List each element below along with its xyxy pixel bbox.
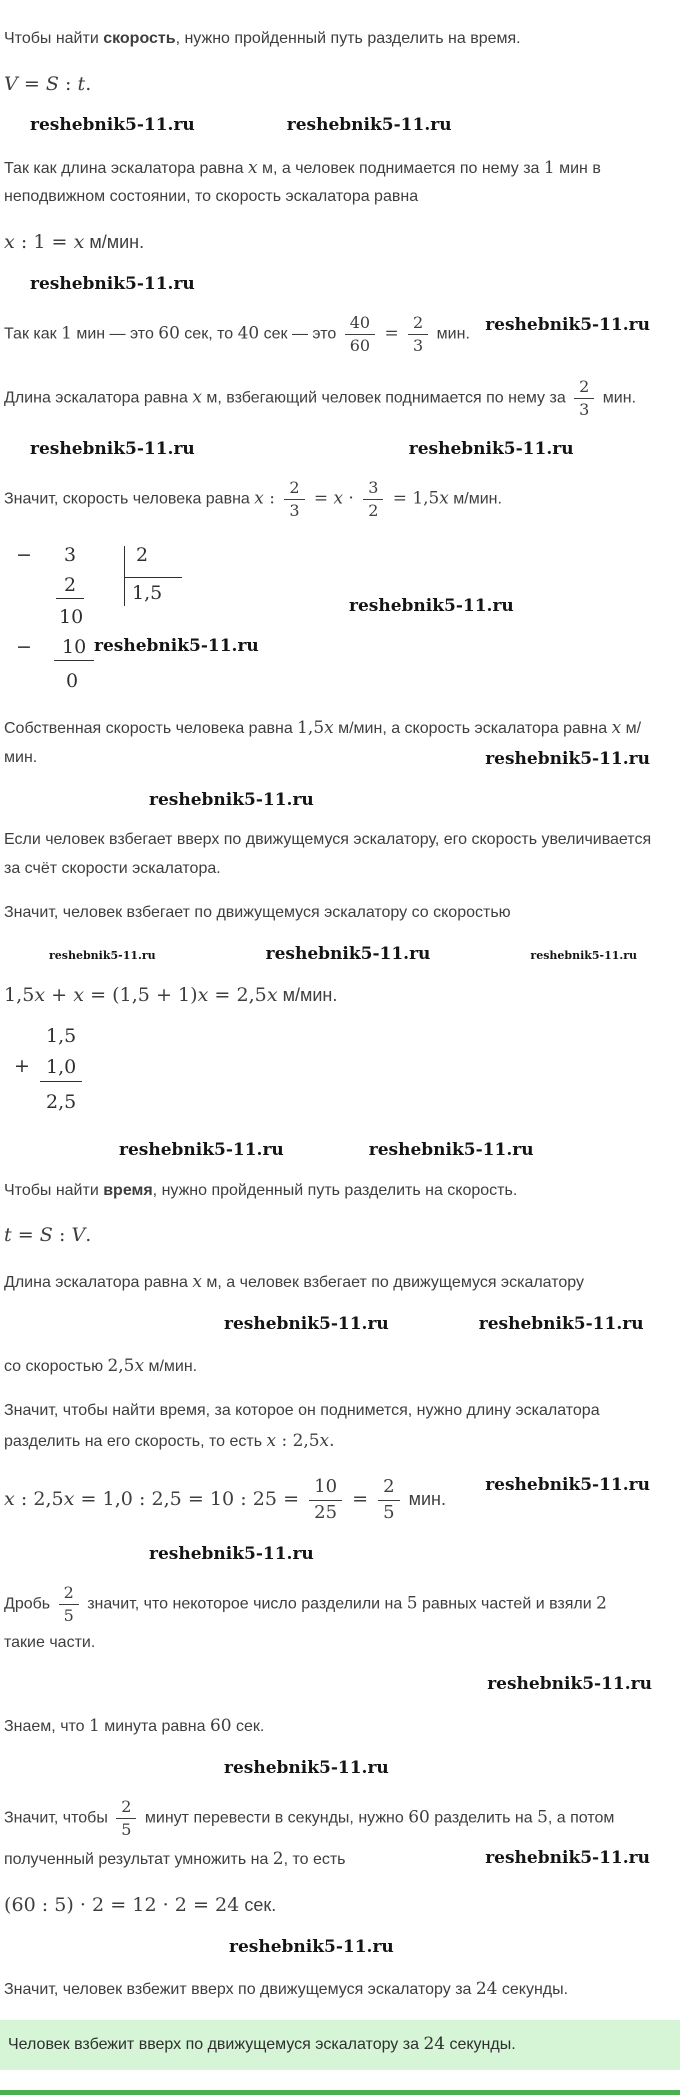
math-run: = (1,5 + 1): [84, 983, 198, 1006]
text-run: , то есть: [283, 1851, 346, 1869]
math-variable: x: [34, 983, 46, 1006]
watermark: reshebnik5-11.ru: [49, 948, 156, 962]
text-run: равных частей и взяли: [417, 1596, 597, 1614]
watermark: reshebnik5-11.ru: [94, 635, 259, 656]
paragraph-length-line-2: [4, 1350, 652, 1382]
math-variable: x: [611, 716, 622, 737]
math-run: 5: [406, 1593, 418, 1614]
text-run: секунды.: [497, 1980, 569, 1998]
text-run: м/мин.: [144, 1357, 198, 1375]
math-variable: x: [134, 1354, 145, 1375]
watermark: reshebnik5-11.ru: [349, 595, 514, 616]
math-run: 24: [423, 2033, 445, 2054]
math-run: +: [45, 983, 74, 1006]
long-division-3-by-2: [4, 542, 652, 694]
bottom-green-strip: [0, 2090, 680, 2095]
watermark: reshebnik5-11.ru: [368, 1140, 534, 1161]
text-run: м/мин.: [277, 984, 338, 1005]
paragraph-minutes-fraction: [4, 310, 652, 359]
math-run: : 2,5: [276, 1430, 320, 1451]
text-run: Длина эскалатора равна: [4, 1273, 193, 1291]
watermark: reshebnik5-11.ru: [229, 1936, 394, 1957]
watermark-row: [4, 1673, 652, 1695]
watermark: reshebnik5-11.ru: [224, 1313, 389, 1334]
carry-down: 10: [59, 605, 84, 628]
math-run: :: [52, 1224, 72, 1247]
text-run: мин в неподвижном состоянии, то скорость эскалатора равна: [4, 159, 601, 206]
division-horizontal-line: [124, 577, 182, 578]
math-run: =: [17, 72, 46, 95]
math-run: .: [85, 72, 92, 95]
watermark: reshebnik5-11.ru: [265, 943, 431, 964]
watermark-row: [4, 114, 652, 136]
watermark: reshebnik5-11.ru: [149, 790, 314, 811]
fraction: [59, 1582, 79, 1627]
watermark: reshebnik5-11.ru: [30, 273, 195, 294]
addend-2: 1,0: [40, 1056, 82, 1082]
paragraph-speed-increase: [4, 826, 652, 884]
fraction: [284, 477, 304, 522]
math-variable: x: [192, 1270, 202, 1291]
math-variable: x: [73, 231, 85, 254]
text-run: секунды.: [445, 2036, 516, 2054]
math-variable: x: [63, 1488, 75, 1510]
fraction-denominator: 3: [284, 499, 304, 522]
text-run: Чтобы найти: [4, 30, 104, 47]
bold-text-run: скорость: [103, 30, 176, 47]
math-run: 1: [61, 322, 72, 343]
paragraph-minute-seconds: [4, 1710, 652, 1742]
paragraph-man-speed: [4, 475, 652, 524]
paragraph-length-line-1: [4, 1266, 652, 1298]
math-run: =: [308, 487, 334, 508]
math-variable: x: [254, 487, 264, 508]
watermark: reshebnik5-11.ru: [408, 438, 574, 459]
fraction: [363, 477, 383, 522]
subtrahend-1: 2: [56, 574, 84, 599]
paragraph-moving-escalator-speed: [4, 899, 652, 928]
paragraph-own-speed: [4, 712, 652, 774]
plus-sign: +: [14, 1055, 30, 1078]
text-run: м, взбегающий человек поднимается по нему за: [201, 389, 571, 407]
text-run: со скоростью: [4, 1357, 108, 1375]
text-run: сек.: [239, 1894, 277, 1915]
watermark-row: [4, 438, 652, 460]
text-run: мин — это: [71, 325, 159, 343]
math-run: 40: [237, 322, 260, 343]
text-run: м/мин, а скорость эскалатора равна: [333, 719, 612, 737]
paragraph-find-time: [4, 1397, 652, 1458]
division-vertical-bar: [124, 546, 125, 606]
math-variable: x: [324, 716, 334, 737]
fraction-denominator: 60: [345, 334, 375, 357]
math-variable: S: [45, 72, 59, 95]
text-run: сек — это: [259, 325, 341, 343]
text-run: Так как длина эскалатора равна: [4, 159, 248, 177]
fraction: [309, 1475, 342, 1525]
paragraph-speed-rule: [4, 25, 652, 54]
text-run: Длина эскалатора равна: [4, 389, 193, 407]
text-run: м/мин.: [4, 719, 642, 766]
math-run: 60: [209, 1715, 232, 1736]
quotient: 1,5: [132, 581, 163, 604]
math-run: 2: [596, 1593, 607, 1614]
math-variable: x: [319, 1430, 330, 1451]
text-run: м, а человек взбегает по движущемуся эскалатору: [201, 1273, 584, 1291]
fraction: [345, 312, 375, 357]
text-run: разделить на: [429, 1809, 538, 1827]
text-run: м/мин.: [448, 490, 502, 508]
math-run: 2,5: [107, 1354, 135, 1375]
text-run: Если человек взбегает вверх по движущемуся эскалатору, его скорость увеличивается за счёт скорости эскалатора.: [4, 831, 652, 878]
math-run: 1: [543, 156, 555, 177]
text-run: , а потом полученный результат умножить на: [4, 1809, 615, 1869]
math-variable: V: [4, 72, 18, 95]
math-run: : 2,5: [14, 1488, 64, 1510]
math-variable: x: [266, 1430, 277, 1451]
watermark: reshebnik5-11.ru: [485, 1475, 650, 1496]
fraction: [378, 1475, 399, 1525]
formula-escalator-speed: [4, 228, 652, 257]
text-run: минут перевести в секунды, нужно: [140, 1809, 409, 1827]
text-run: Значит, чтобы: [4, 1809, 113, 1827]
text-run: Так как: [4, 325, 62, 343]
minus-sign: −: [16, 543, 32, 566]
math-run: 5: [537, 1806, 548, 1827]
watermark: reshebnik5-11.ru: [149, 1544, 314, 1565]
bold-text-run: время: [103, 1181, 153, 1199]
text-run: мин.: [432, 325, 470, 343]
fraction-numerator: 40: [349, 312, 371, 332]
formula-seconds-calc: [4, 1891, 652, 1920]
math-run: 1,5: [4, 983, 35, 1006]
text-run: минута равна: [99, 1718, 210, 1736]
math-run: 1: [89, 1715, 100, 1736]
watermark: reshebnik5-11.ru: [30, 115, 195, 136]
math-run: :: [263, 487, 281, 508]
fraction-denominator: 25: [309, 1500, 342, 1526]
watermark: reshebnik5-11.ru: [30, 438, 195, 459]
text-run: Значит, чтобы найти время, за которое он поднимется, нужно длину эскалатора разделить на его скорость, то есть: [4, 1401, 600, 1451]
fraction-denominator: 3: [574, 398, 594, 421]
watermark-row: [4, 1757, 652, 1779]
paragraph-conclusion: [4, 1973, 652, 2005]
text-run: сек.: [231, 1718, 265, 1736]
text-run: Человек взбежит вверх по движущемуся эскалатору за: [8, 2036, 424, 2054]
math-run: ·: [343, 487, 360, 508]
watermark: reshebnik5-11.ru: [286, 115, 452, 136]
watermark: reshebnik5-11.ru: [224, 1758, 389, 1779]
addend-1: 1,5: [46, 1025, 77, 1048]
watermark: reshebnik5-11.ru: [487, 1674, 652, 1695]
math-run: = 2,5: [208, 983, 267, 1006]
remainder: 0: [66, 669, 79, 692]
watermark-row: [4, 273, 652, 295]
watermark: reshebnik5-11.ru: [478, 1313, 644, 1334]
math-run: : 1 =: [14, 231, 74, 254]
fraction: [116, 1796, 136, 1841]
math-run: =: [379, 322, 405, 343]
watermark-row: [4, 1139, 652, 1161]
text-run: мин.: [403, 1489, 446, 1509]
fraction-denominator: 2: [363, 499, 383, 522]
paragraph-convert-to-seconds: [4, 1794, 652, 1875]
formula-v-equals-s-div-t: [4, 70, 652, 99]
fraction-numerator: 2: [289, 477, 300, 497]
minus-sign: −: [16, 635, 32, 658]
watermark: reshebnik5-11.ru: [485, 748, 650, 769]
dividend: 3: [64, 543, 77, 566]
math-run: = 1,5: [387, 487, 440, 508]
fraction-numerator: 3: [368, 477, 379, 497]
fraction-numerator: 2: [383, 1476, 395, 1498]
text-run: м/мин.: [84, 232, 145, 253]
math-run: 24: [475, 1977, 498, 1998]
fraction: [574, 376, 594, 421]
watermark-row: [4, 1313, 652, 1335]
math-variable: x: [247, 156, 258, 177]
text-run: Значит, человек взбегает по движущемуся эскалатору со скоростью: [4, 903, 511, 921]
math-variable: x: [266, 983, 278, 1006]
watermark: reshebnik5-11.ru: [485, 1848, 650, 1869]
watermark: reshebnik5-11.ru: [530, 948, 638, 962]
paragraph-fraction-meaning: [4, 1580, 652, 1658]
math-run: =: [346, 1488, 375, 1510]
math-run: :: [58, 72, 78, 95]
math-variable: t: [77, 72, 86, 95]
fraction-numerator: 2: [413, 312, 424, 332]
math-run: 60: [158, 322, 180, 343]
math-variable: x: [4, 231, 15, 254]
math-run: (60 : 5) · 2 = 12 · 2 = 24: [4, 1893, 240, 1916]
math-variable: x: [4, 1488, 15, 1510]
math-variable: x: [73, 983, 84, 1006]
text-run: Значит, человек взбежит вверх по движущемуся эскалатору за: [4, 1980, 476, 1998]
text-run: , нужно пройденный путь разделить на скорость.: [152, 1181, 518, 1199]
formula-time-calc: [4, 1473, 652, 1527]
math-run: .: [85, 1224, 92, 1247]
math-variable: x: [197, 983, 209, 1006]
text-run: , нужно пройденный путь разделить на время.: [175, 30, 521, 47]
math-variable: x: [333, 487, 344, 508]
math-variable: x: [192, 386, 202, 407]
answer-highlight: [0, 2020, 680, 2070]
divisor: 2: [136, 543, 149, 566]
sum: 2,5: [46, 1091, 77, 1114]
text-run: Чтобы найти: [4, 1181, 104, 1199]
watermark-row: [4, 789, 652, 811]
watermark-row: [4, 1936, 652, 1958]
paragraph-time-rule: [4, 1177, 652, 1206]
paragraph-escalator-length: [4, 152, 652, 213]
watermark: reshebnik5-11.ru: [485, 314, 650, 335]
fraction-denominator: 5: [378, 1500, 399, 1526]
fraction-numerator: 2: [121, 1797, 132, 1817]
text-run: Значит, скорость человека равна: [4, 490, 255, 508]
math-run: 2: [272, 1848, 284, 1869]
formula-t-equals-s-div-v: [4, 1221, 652, 1250]
fraction-numerator: 2: [579, 376, 590, 396]
math-variable: t: [4, 1224, 12, 1247]
text-run: сек, то: [179, 325, 238, 343]
math-run: =: [11, 1224, 40, 1247]
math-variable: x: [439, 487, 449, 508]
text-run: Собственная скорость человека равна: [4, 719, 298, 737]
math-run: 1,5: [297, 716, 325, 737]
fraction: [408, 312, 428, 357]
fraction-denominator: 5: [116, 1818, 136, 1841]
text-run: Дробь: [4, 1596, 55, 1614]
fraction-numerator: 2: [63, 1583, 74, 1603]
math-run: = 1,0 : 2,5 = 10 : 25 =: [74, 1488, 306, 1510]
watermark-row: [4, 943, 652, 965]
text-run: м, а человек поднимается по нему за: [257, 159, 544, 177]
column-addition: [4, 1025, 652, 1123]
paragraph-running-man: [4, 374, 652, 423]
math-variable: S: [39, 1224, 53, 1247]
fraction-denominator: 3: [408, 334, 428, 357]
fraction-numerator: 10: [314, 1476, 338, 1498]
watermark: reshebnik5-11.ru: [119, 1140, 284, 1161]
math-run: .: [329, 1430, 335, 1451]
text-run: значит, что некоторое число разделили на: [82, 1596, 407, 1614]
fraction-denominator: 5: [59, 1604, 79, 1627]
text-run: такие части.: [4, 1634, 96, 1652]
text-run: Знаем, что: [4, 1718, 90, 1736]
math-variable: V: [71, 1224, 86, 1247]
text-run: мин.: [598, 389, 637, 407]
formula-total-speed: [4, 981, 652, 1010]
watermark-row: [4, 1543, 652, 1565]
subtrahend-2: 10: [54, 636, 94, 661]
math-run: 60: [408, 1806, 430, 1827]
